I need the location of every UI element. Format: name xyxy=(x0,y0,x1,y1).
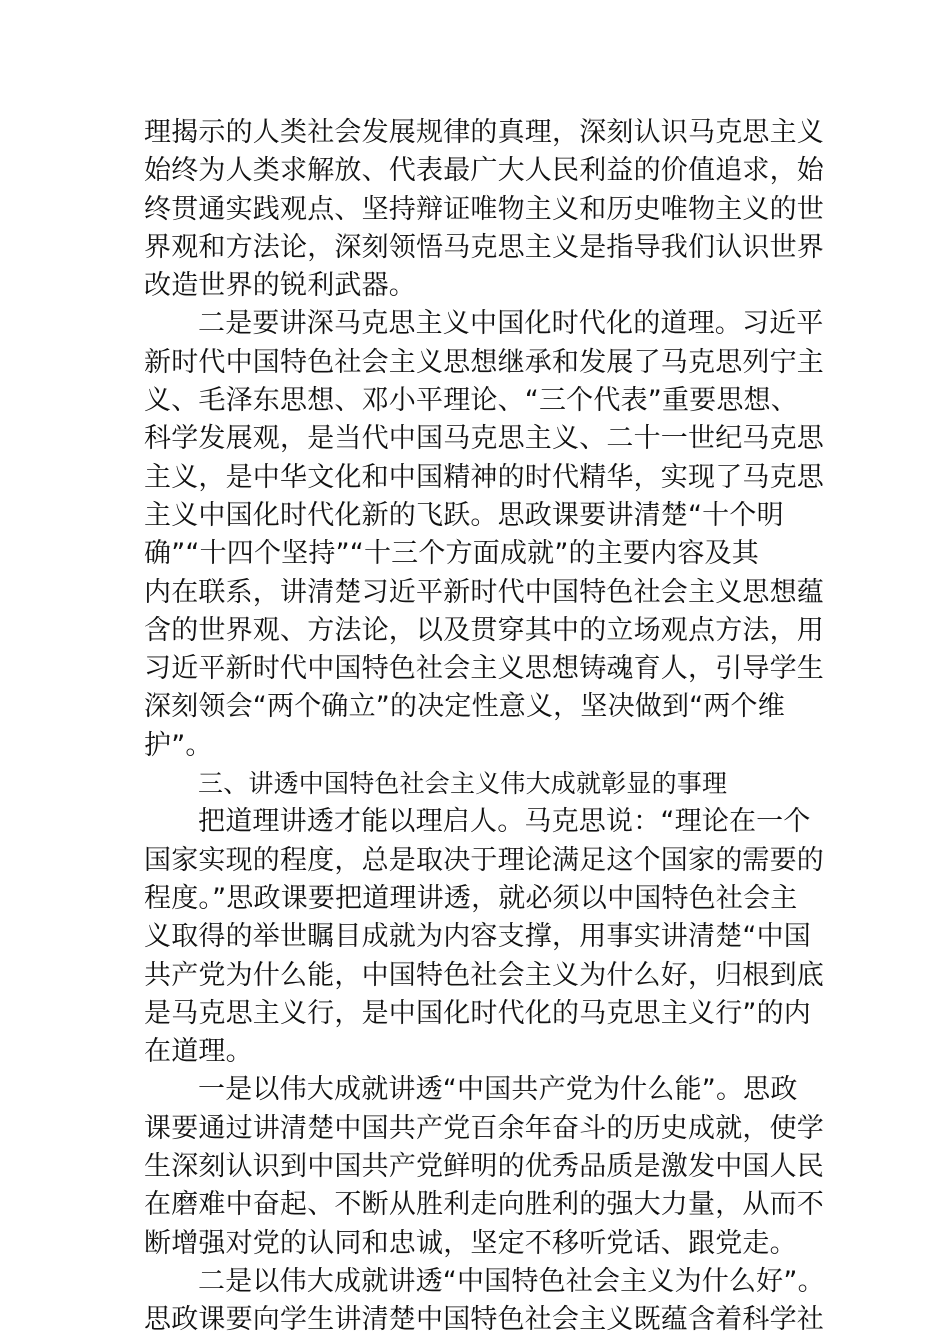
paragraph-start-line: 把道理讲透才能以理启人。马克思说：“理论在一个 xyxy=(198,806,811,838)
text-line: 程度。”思政课要把道理讲透，就必须以中国特色社会主 xyxy=(144,882,798,914)
text-line: 新时代中国特色社会主义思想继承和发展了马克思列宁主 xyxy=(144,346,824,378)
text-line: 改造世界的锐利武器。 xyxy=(144,270,416,302)
text-line: 生深刻认识到中国共产党鲜明的优秀品质是激发中国人民 xyxy=(144,1151,824,1183)
text-line: 习近平新时代中国特色社会主义思想铸魂育人，引导学生 xyxy=(144,653,824,685)
text-line: 含的世界观、方法论，以及贯穿其中的立场观点方法，用 xyxy=(144,614,824,646)
paragraph-start-line: 二是以伟大成就讲透“中国特色社会主义为什么好”。 xyxy=(198,1265,825,1297)
text-line: 主义中国化时代化新的飞跃。思政课要讲清楚“十个明 xyxy=(144,499,784,531)
text-line: 始终为人类求解放、代表最广大人民利益的价值追求，始 xyxy=(144,155,824,187)
text-line: 理揭示的人类社会发展规律的真理，深刻认识马克思主义 xyxy=(144,117,824,148)
text-line: 课要通过讲清楚中国共产党百余年奋斗的历史成就，使学 xyxy=(144,1112,824,1144)
text-line: 义、毛泽东思想、邓小平理论、“三个代表”重要思想、 xyxy=(144,385,798,417)
text-line: 断增强对党的认同和忠诚，坚定不移听党话、跟党走。 xyxy=(144,1227,797,1259)
text-line: 终贯通实践观点、坚持辩证唯物主义和历史唯物主义的世 xyxy=(144,193,824,225)
text-line: 共产党为什么能，中国特色社会主义为什么好，归根到底 xyxy=(144,959,824,991)
text-line: 科学发展观，是当代中国马克思主义、二十一世纪马克思 xyxy=(144,423,824,455)
text-line: 确”“十四个坚持”“十三个方面成就”的主要内容及其 xyxy=(144,538,759,570)
text-line: 主义，是中华文化和中国精神的时代精华，实现了马克思 xyxy=(144,461,824,493)
text-line: 义取得的举世瞩目成就为内容支撑，用事实讲清楚“中国 xyxy=(144,921,811,953)
text-line: 护”。 xyxy=(144,729,213,761)
section-heading: 三、讲透中国特色社会主义伟大成就彰显的事理 xyxy=(198,769,728,799)
text-line: 思政课要向学生讲清楚中国特色社会主义既蕴含着科学社 xyxy=(144,1304,824,1336)
text-line: 是马克思主义行，是中国化时代化的马克思主义行”的内 xyxy=(144,997,811,1029)
text-line: 国家实现的程度，总是取决于理论满足这个国家的需要的 xyxy=(144,844,824,876)
paragraph-start-line: 一是以伟大成就讲透“中国共产党为什么能”。思政 xyxy=(198,1074,798,1106)
text-line: 深刻领会“两个确立”的决定性意义，坚决做到“两个维 xyxy=(144,691,785,723)
text-line: 界观和方法论，深刻领悟马克思主义是指导我们认识世界 xyxy=(144,231,824,263)
text-line: 在道理。 xyxy=(144,1036,253,1068)
body-text xyxy=(144,114,824,1340)
text-line: 内在联系，讲清楚习近平新时代中国特色社会主义思想蕴 xyxy=(144,576,824,608)
text-line: 在磨难中奋起、不断从胜利走向胜利的强大力量，从而不 xyxy=(144,1189,824,1221)
paragraph-start-line: 二是要讲深马克思主义中国化时代化的道理。习近平 xyxy=(198,308,824,340)
